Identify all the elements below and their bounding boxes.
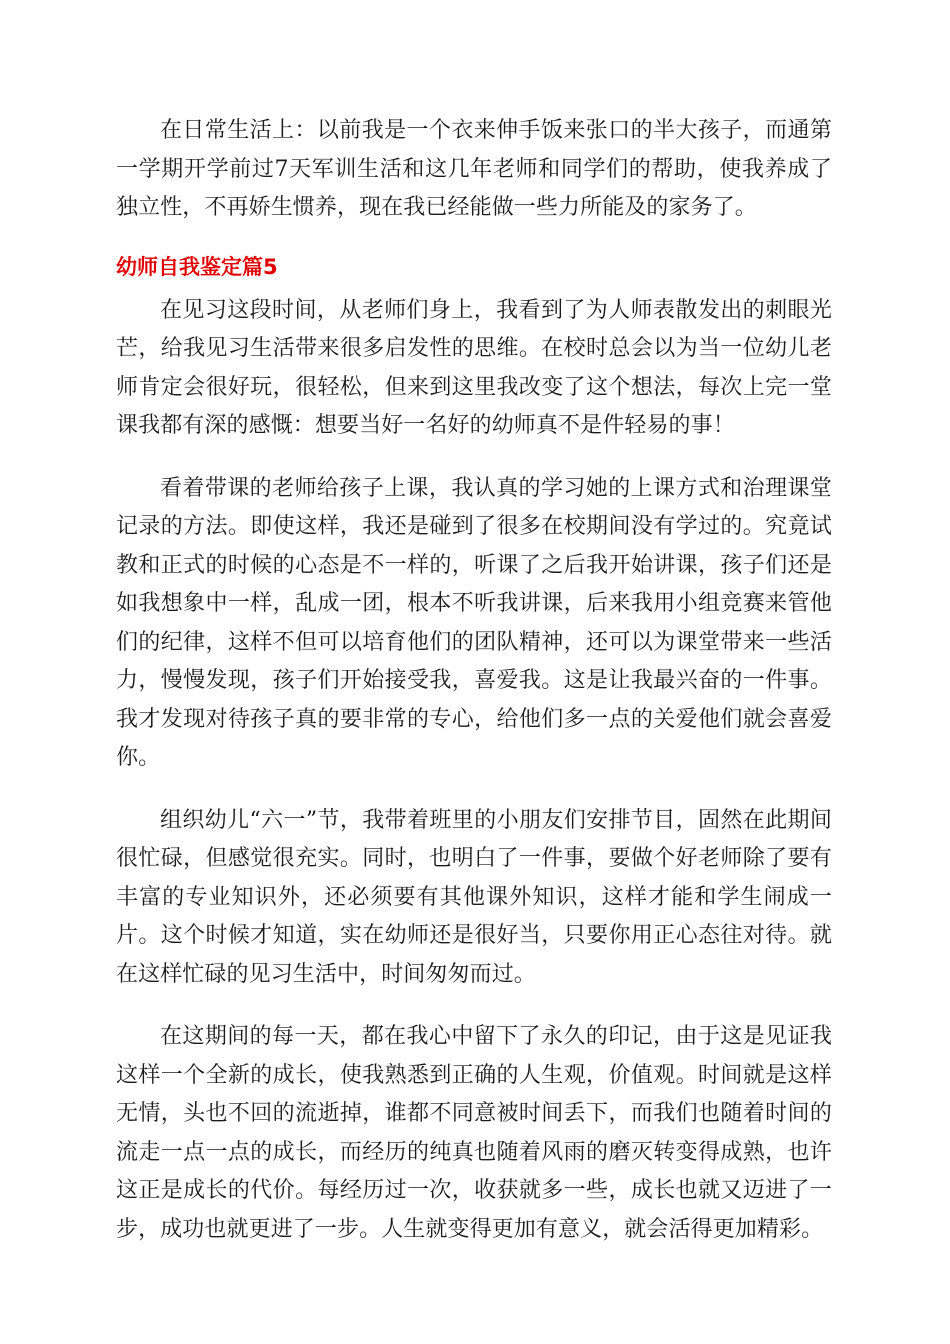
- intro-paragraph: 在日常生活上：以前我是一个衣来伸手饭来张口的半大孩子，而通第一学期开学前过7天军训生活和这几年老师和同学们的帮助，使我养成了独立性，不再娇生惯养，现在我已经能做一些力所能及的家务了。: [116, 118, 832, 220]
- section-heading: 幼师自我鉴定篇5: [116, 254, 278, 279]
- body-paragraph-4: 在这期间的每一天，都在我心中留下了永久的印记，由于这是见证我这样一个全新的成长，使我熟悉到正确的人生观，价值观。时间就是这样无情，头也不回的流逝掉，谁都不同意被时间丢下，而我们也随着时间的流走一点一点的成长，而经历的纯真也随着风雨的磨灭转变得成熟，也许这正是成长的代价。每经历过一次，收获就多一些，成长也就又迈进了一步，成功也就更进了一步。人生就变得更加有意义，就会活得更加精彩。: [116, 1024, 832, 1242]
- body-paragraph-2: 看着带课的老师给孩子上课，我认真的学习她的上课方式和治理课堂记录的方法。即使这样，我还是碰到了很多在校期间没有学过的。究竟试教和正式的时候的心态是不一样的，听课了之后我开始讲课，孩子们还是如我想象中一样，乱成一团，根本不听我讲课，后来我用小组竞赛来管他们的纪律，这样不但可以培育他们的团队精神，还可以为课堂带来一些活力，慢慢发现，孩子们开始接受我，喜爱我。这是让我最兴奋的一件事。我才发现对待孩子真的要非常的专心，给他们多一点的关爱他们就会喜爱你。: [116, 475, 832, 770]
- body-paragraph-1: 在见习这段时间，从老师们身上，我看到了为人师表散发出的刺眼光芒，给我见习生活带来很多启发性的思维。在校时总会以为当一位幼儿老师肯定会很好玩，很轻松，但来到这里我改变了这个想法，每次上完一堂课我都有深的感慨：想要当好一名好的幼师真不是件轻易的事！: [116, 297, 832, 438]
- document-body: [116, 112, 832, 1273]
- body-paragraph-3: 组织幼儿“六一”节，我带着班里的小朋友们安排节目，固然在此期间很忙碌，但感觉很充实。同时，也明白了一件事，要做个好老师除了要有丰富的专业知识外，还必须要有其他课外知识，这样才能和学生闹成一片。这个时候才知道，实在幼师还是很好当，只要你用正心态往对待。就在这样忙碌的见习生活中，时间匆匆而过。: [116, 807, 832, 987]
